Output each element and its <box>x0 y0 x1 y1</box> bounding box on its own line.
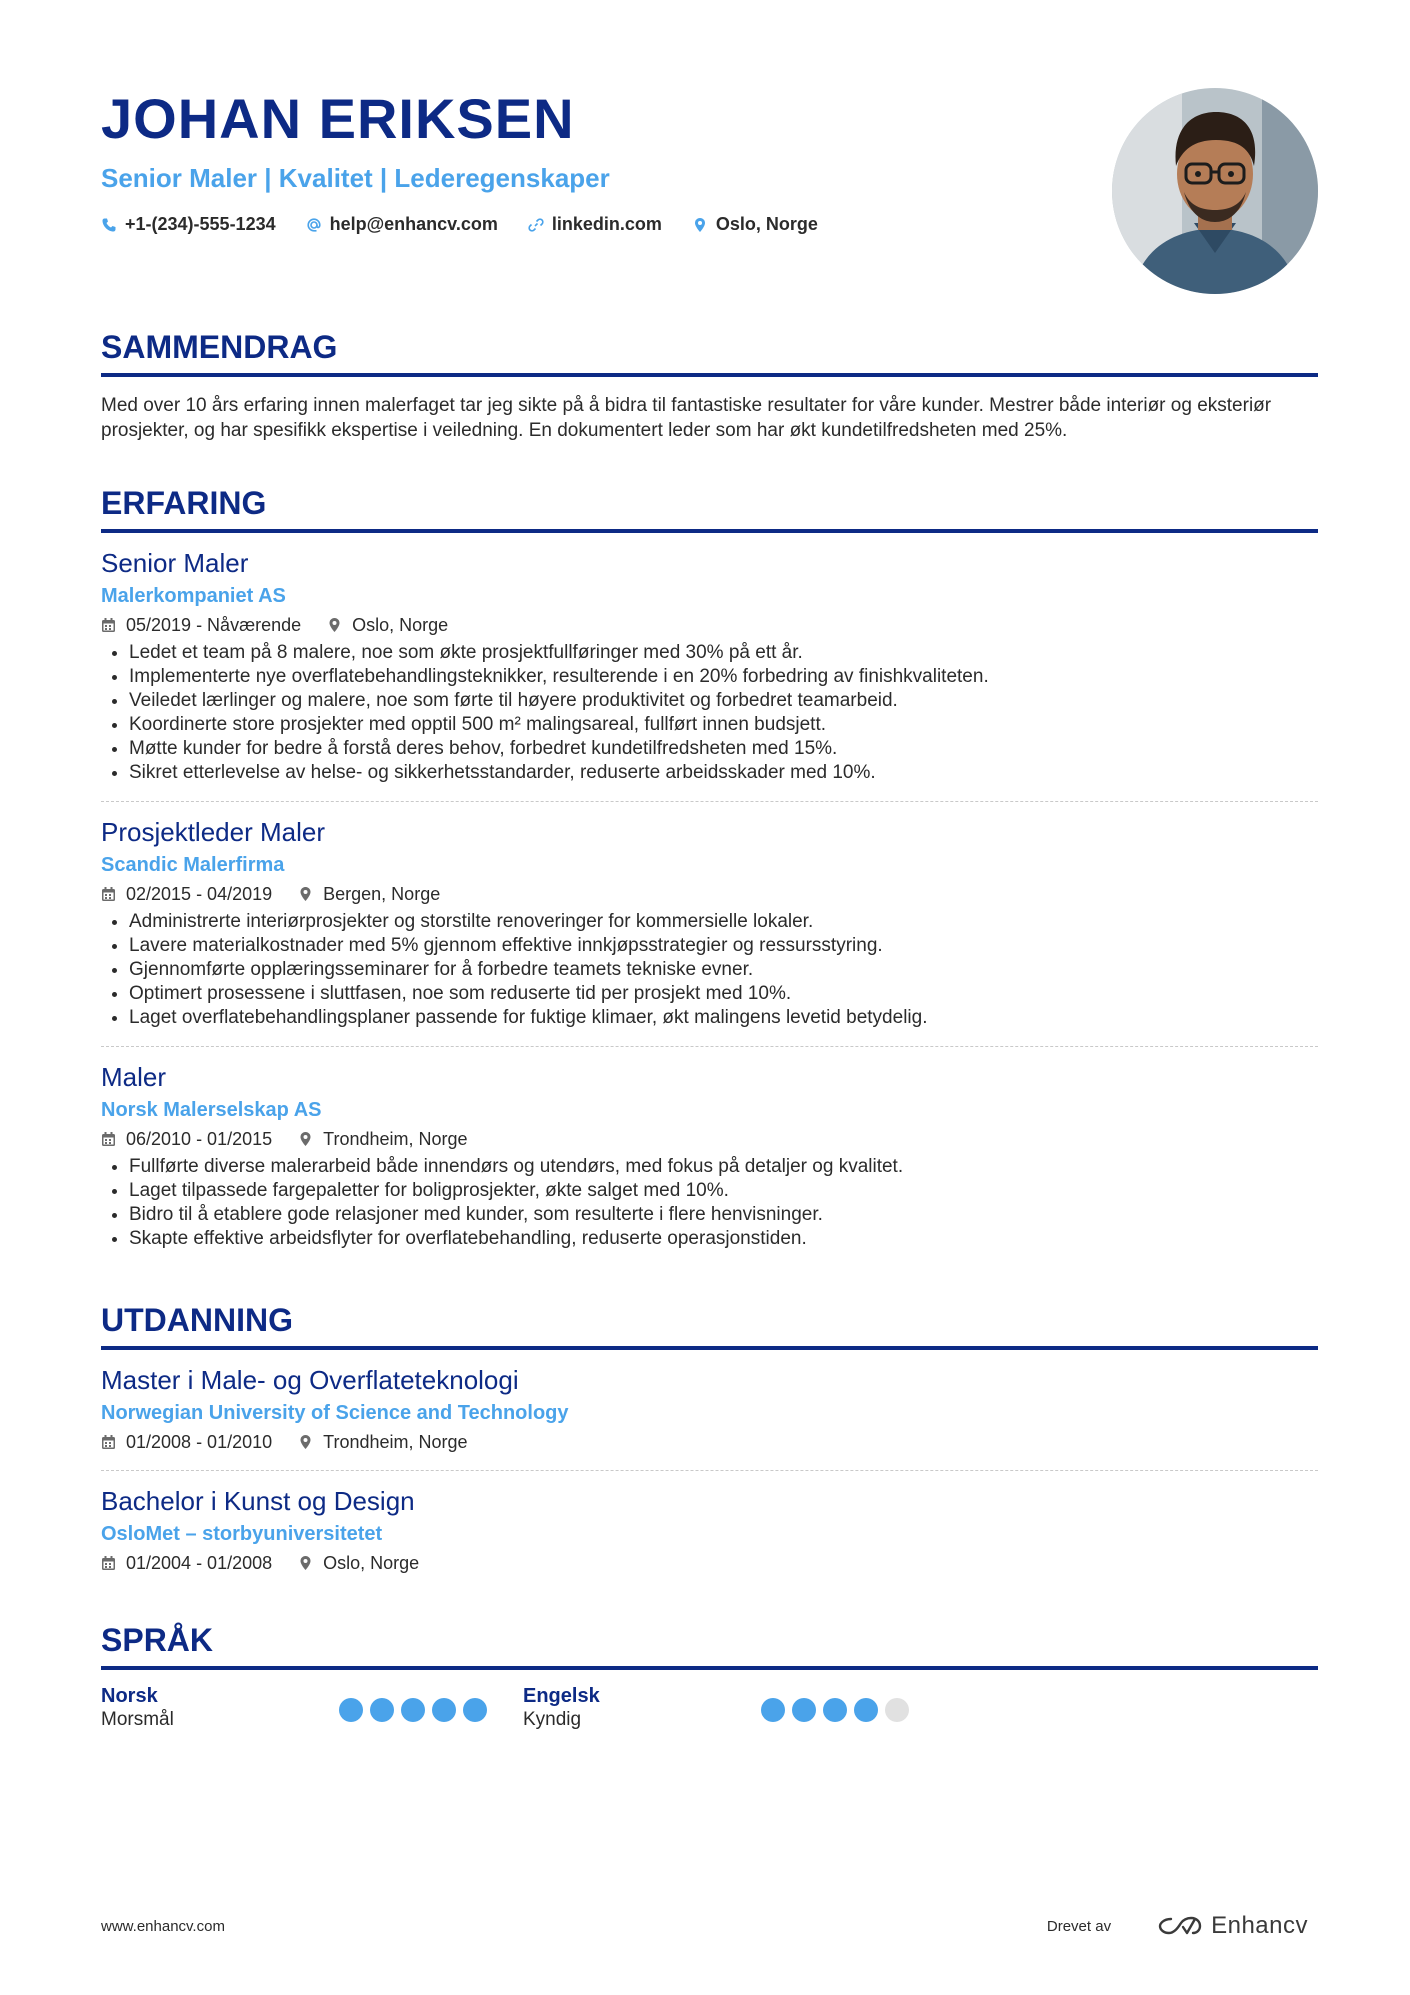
language-item <box>523 1684 945 1732</box>
job-meta <box>101 882 1318 906</box>
job-title: Maler <box>101 1062 167 1092</box>
summary-text: Med over 10 års erfaring innen malerfaget tar jeg sikte på å bidra til fantastiske resultater for våre kunder. Mestrer både interiør og eksteriør prosjekter, og har spesifikk ekspertise i veiledning. En dokumentert leder som har økt kundetilfredsheten med 25%. <box>101 395 1272 441</box>
job-title: Prosjektleder Maler <box>101 817 325 847</box>
experience-section <box>101 483 1318 1267</box>
education-dates-text: 01/2008 - 01/2010 <box>126 1432 273 1452</box>
education-meta <box>101 1430 1318 1454</box>
job-bullet: • Sikret etterlevelse av helse- og sikkerhetsstandarder, reduserte arbeidsskader med 10%. <box>129 761 1318 785</box>
job-bullet: • Bidro til å etablere gode relasjoner med kunder, som resulterte i flere henvisninger. <box>129 1203 1318 1227</box>
calendar-icon <box>101 886 116 902</box>
rating-dot-filled <box>432 1698 456 1722</box>
job-bullets <box>101 1155 1318 1251</box>
job-meta <box>101 613 1318 637</box>
job-dates <box>101 882 272 906</box>
job-bullet: • Lavere materialkostnader med 5% gjennom effektive innkjøpsstrategier og ressursstyring. <box>129 934 1318 958</box>
language-level: Kyndig <box>523 1709 582 1730</box>
phone-text: +1-(234)-555-1234 <box>125 214 276 234</box>
languages-section <box>101 1620 1318 1732</box>
email-text: help@enhancv.com <box>329 214 498 234</box>
education-section <box>101 1300 1318 1591</box>
education-dates <box>101 1551 272 1575</box>
contact-email[interactable] <box>306 214 498 235</box>
job-bullet: • Laget tilpassede fargepaletter for boligprosjekter, økte salget med 10%. <box>129 1179 1318 1203</box>
enhancv-brand-name: Enhancv <box>1211 1912 1308 1939</box>
job-bullet: • Veiledet lærlinger og malere, noe som førte til høyere produktivitet og forbedret teamarbeid. <box>129 689 1318 713</box>
job-dates-text: 02/2015 - 04/2019 <box>126 884 273 904</box>
company-name: Scandic Malerfirma <box>101 854 285 876</box>
job-bullet: • Ledet et team på 8 malere, noe som økte prosjektfullføringer med 30% på ett år. <box>129 641 1318 665</box>
experience-entry <box>101 801 1318 1046</box>
education-meta <box>101 1551 1318 1575</box>
job-bullet: • Laget overflatebehandlingsplaner passende for fuktige klimaer, økt malingens levetid betydelig. <box>129 1006 1318 1030</box>
company-name: Malerkompaniet AS <box>101 585 286 607</box>
job-dates <box>101 613 301 637</box>
education-entry <box>101 1470 1318 1591</box>
job-dates-text: 06/2010 - 01/2015 <box>126 1129 273 1149</box>
enhancv-logo[interactable] <box>1157 1912 1308 1940</box>
location-pin-icon <box>298 1131 313 1147</box>
job-bullet: • Optimert prosessene i sluttfasen, noe som reduserte tid per prosjekt med 10%. <box>129 982 1318 1006</box>
summary-section <box>101 327 1318 443</box>
job-bullet: • Implementerte nye overflatebehandlingsteknikker, resulterende i en 20% forbedring av finishkvaliteten. <box>129 665 1318 689</box>
degree-title: Master i Male- og Overflateteknologi <box>101 1365 519 1395</box>
rating-dot-filled <box>339 1698 363 1722</box>
education-dates <box>101 1430 272 1454</box>
experience-entry <box>101 533 1318 801</box>
company-name: Norsk Malerselskap AS <box>101 1099 322 1121</box>
candidate-name: JOHAN ERIKSEN <box>101 87 575 150</box>
summary-heading: SAMMENDRAG <box>101 327 1318 377</box>
degree-title: Bachelor i Kunst og Design <box>101 1486 415 1516</box>
job-location-text: Oslo, Norge <box>352 615 449 635</box>
location-pin-icon <box>692 217 708 233</box>
language-name: Engelsk <box>523 1685 600 1707</box>
rating-dot-filled <box>854 1698 878 1722</box>
language-level: Morsmål <box>101 1709 174 1730</box>
location-pin-icon <box>298 886 313 902</box>
school-name: Norwegian University of Science and Technology <box>101 1402 569 1424</box>
job-bullet: • Administrerte interiørprosjekter og storstilte renoveringer for kommersielle lokaler. <box>129 910 1318 934</box>
education-location <box>298 1551 419 1575</box>
enhancv-logo-icon <box>1157 1915 1203 1937</box>
rating-dot-filled <box>761 1698 785 1722</box>
job-location-text: Trondheim, Norge <box>323 1129 468 1149</box>
job-meta <box>101 1127 1318 1151</box>
education-location-text: Trondheim, Norge <box>323 1432 468 1452</box>
location-pin-icon <box>327 617 342 633</box>
phone-icon <box>101 217 117 233</box>
rating-dot-filled <box>823 1698 847 1722</box>
job-location <box>327 613 448 637</box>
job-location-text: Bergen, Norge <box>323 884 441 904</box>
rating-dot-filled <box>463 1698 487 1722</box>
calendar-icon <box>101 1131 116 1147</box>
language-name: Norsk <box>101 1685 158 1707</box>
calendar-icon <box>101 617 116 633</box>
job-bullet: • Fullførte diverse malerarbeid både innendørs og utendørs, med fokus på detaljer og kvalitet. <box>129 1155 1318 1179</box>
rating-dot-empty <box>885 1698 909 1722</box>
languages-list <box>101 1684 1318 1732</box>
education-entry <box>101 1350 1318 1470</box>
location-text: Oslo, Norge <box>715 214 818 234</box>
experience-heading: ERFARING <box>101 483 1318 533</box>
rating-dot-filled <box>792 1698 816 1722</box>
link-icon <box>528 217 544 233</box>
job-bullets <box>101 910 1318 1030</box>
job-title: Senior Maler <box>101 548 249 578</box>
language-rating <box>339 1698 487 1722</box>
contact-phone[interactable] <box>101 214 276 235</box>
job-dates <box>101 1127 272 1151</box>
languages-heading: SPRÅK <box>101 1620 1318 1670</box>
education-location-text: Oslo, Norge <box>323 1553 420 1573</box>
resume-header <box>101 84 1061 235</box>
language-rating <box>761 1698 909 1722</box>
job-location <box>298 882 440 906</box>
profile-photo <box>1112 88 1318 294</box>
linkedin-text: linkedin.com <box>551 214 662 234</box>
experience-entry <box>101 1046 1318 1267</box>
contact-linkedin[interactable] <box>528 214 662 235</box>
job-bullet: • Koordinerte store prosjekter med opptil 500 m² malingsareal, fullført innen budsjett. <box>129 713 1318 737</box>
job-location <box>298 1127 467 1151</box>
location-pin-icon <box>298 1434 313 1450</box>
candidate-headline: Senior Maler | Kvalitet | Lederegenskaper <box>101 163 610 193</box>
rating-dot-filled <box>401 1698 425 1722</box>
education-dates-text: 01/2004 - 01/2008 <box>126 1553 273 1573</box>
language-item <box>101 1684 523 1732</box>
job-bullet: • Møtte kunder for bedre å forstå deres behov, forbedret kundetilfredsheten med 15%. <box>129 737 1318 761</box>
powered-by-text: Drevet av <box>1046 1917 1112 1935</box>
calendar-icon <box>101 1434 116 1450</box>
education-location <box>298 1430 467 1454</box>
job-bullet: • Gjennomførte opplæringsseminarer for å forbedre teamets tekniske evner. <box>129 958 1318 982</box>
contact-row <box>101 214 1061 235</box>
school-name: OsloMet – storbyuniversitetet <box>101 1523 383 1545</box>
resume-page <box>101 0 1318 1995</box>
contact-location <box>692 214 818 235</box>
footer-url[interactable]: www.enhancv.com <box>101 1918 225 1935</box>
rating-dot-filled <box>370 1698 394 1722</box>
footer-branding <box>1047 1912 1308 1940</box>
calendar-icon <box>101 1555 116 1571</box>
job-bullets <box>101 641 1318 785</box>
education-heading: UTDANNING <box>101 1300 1318 1350</box>
at-icon <box>306 217 322 233</box>
location-pin-icon <box>298 1555 313 1571</box>
job-dates-text: 05/2019 - Nåværende <box>126 615 302 635</box>
job-bullet: • Skapte effektive arbeidsflyter for overflatebehandling, reduserte operasjonstiden. <box>129 1227 1318 1251</box>
